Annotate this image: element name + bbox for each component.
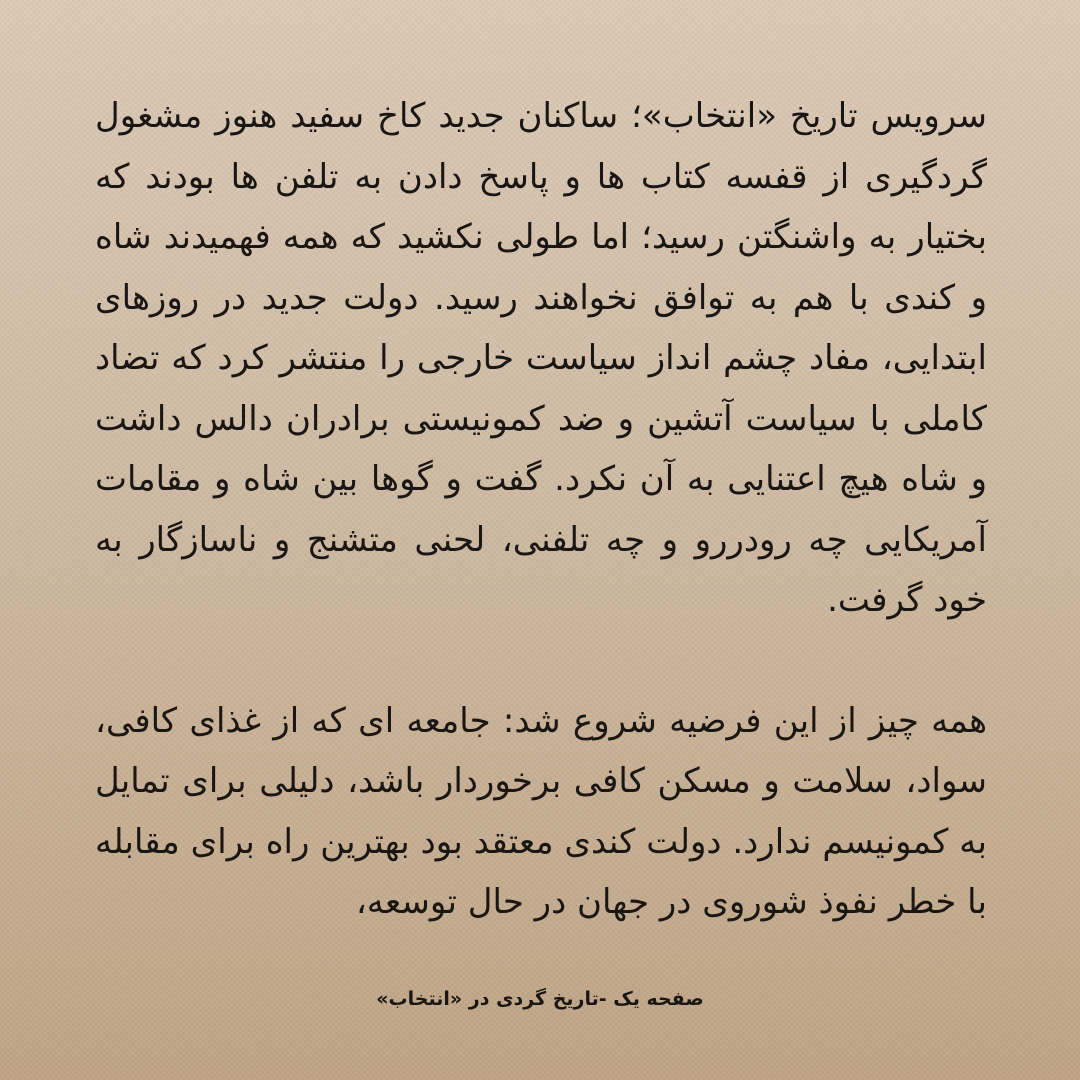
article-paragraph-2: همه چیز از این فرضیه شروع شد: جامعه ای که از غذای کافی، سواد، سلامت و مسکن کافی برخوردار باشد، دلیلی برای تمایل به کمونیسم ندارد. دولت کندی معتقد بود بهترین راه برای مقابله با خطر نفوذ شوروی در جهان در حال توسعه، [95,700,987,922]
article-body [95,86,987,933]
article-paragraph-1: سرویس تاریخ «انتخاب»؛ ساکنان جدید کاخ سفید هنوز مشغول گردگیری از قفسه کتاب ها و پاسخ دادن به تلفن ها بودند که بختیار به واشنگتن رسید؛ اما طولی نکشید که همه فهمیدند شاه و کندی با هم به توافق نخواهند رسید. دولت جدید در روزهای ابتدایی، مفاد چشم انداز سیاست خارجی را منتشر کرد که تضاد کاملی با سیاست آتشین و ضد کمونیستی برادران دالس داشت و شاه هیچ اعتنایی به آن نکرد. گفت و گوها بین شاه و مقامات آمریکایی چه رودررو و چه تلفنی، لحنی متشنج و ناسازگار به خود گرفت. [95,96,987,620]
page-footer-caption: صفحه یک -تاریخ گردی در «انتخاب» [376,988,704,1010]
